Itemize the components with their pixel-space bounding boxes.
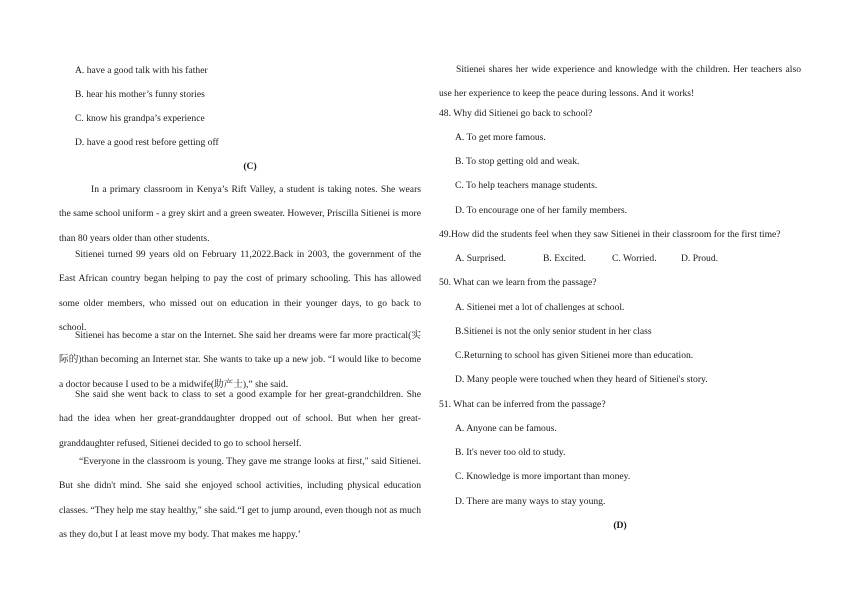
question-50: 50. What can we learn from the passage? bbox=[439, 277, 597, 288]
option-d: D. have a good rest before getting off bbox=[75, 137, 219, 148]
section-heading-c: (C) bbox=[243, 161, 257, 172]
question-51: 51. What can be inferred from the passage? bbox=[439, 399, 606, 410]
q51-option-b: B. It's never too old to study. bbox=[455, 447, 566, 458]
q48-option-c: C. To help teachers manage students. bbox=[455, 180, 598, 191]
q51-option-d: D. There are many ways to stay young. bbox=[455, 496, 606, 507]
option-b: B. hear his mother’s funny stories bbox=[75, 89, 205, 100]
q49-option-b: B. Excited. bbox=[543, 253, 586, 264]
q51-option-c: C. Knowledge is more important than money. bbox=[455, 471, 631, 482]
q48-option-d: D. To encourage one of her family members. bbox=[455, 205, 628, 216]
q49-option-d: D. Proud. bbox=[681, 253, 719, 264]
question-49: 49.How did the students feel when they saw Sitienei in their classroom for the first time? bbox=[439, 229, 781, 240]
q49-option-a: A. Surprised. bbox=[455, 253, 506, 264]
paragraph-5: “Everyone in the classroom is young. They gave me strange looks at first," said Sitienei. But she didn't mind. She said she enjoyed school activities, including physical education classes. “They help me stay healthy," she said.“I get to jump around, even though not as much as they do,but I at least move my body. That makes me happy.’ bbox=[59, 456, 421, 540]
question-48: 48. Why did Sitienei go back to school? bbox=[439, 108, 593, 119]
paragraph-2: Sitienei turned 99 years old on February 11,2022.Back in 2003, the government of the East African country began helping to pay the cost of primary schooling. This has allowed some older members, who missed out on education in their younger days, to go back to school. bbox=[59, 249, 421, 333]
q48-option-b: B. To stop getting old and weak. bbox=[455, 156, 580, 167]
paragraph-6: Sitienei shares her wide experience and knowledge with the children. Her teachers also use her experience to keep the peace during lessons. And it works! bbox=[439, 64, 801, 100]
q48-option-a: A. To get more famous. bbox=[455, 132, 546, 143]
option-a: A. have a good talk with his father bbox=[75, 65, 208, 76]
q51-option-a: A. Anyone can be famous. bbox=[455, 423, 557, 434]
option-c: C. know his grandpa’s experience bbox=[75, 113, 205, 124]
q50-option-a: A. Sitienei met a lot of challenges at school. bbox=[455, 302, 625, 313]
q49-option-c: C. Worried. bbox=[612, 253, 657, 264]
section-heading-d: (D) bbox=[613, 520, 627, 531]
paragraph-4: She said she went back to class to set a good example for her great-grandchildren. She had the idea when her great-granddaughter dropped out of school. But when her great-granddaughter refused, Sitienei decided to go to school herself. bbox=[59, 389, 421, 449]
q50-option-d: D. Many people were touched when they heard of Sitienei's story. bbox=[455, 374, 708, 385]
paragraph-1: In a primary classroom in Kenya’s Rift Valley, a student is taking notes. She wears the same school uniform - a grey skirt and a green sweater. However, Priscilla Sitienei is more than 80 years older than other students. bbox=[59, 184, 421, 244]
q50-option-c: C.Returning to school has given Sitienei more than education. bbox=[455, 350, 694, 361]
paragraph-3: Sitienei has become a star on the Internet. She said her dreams were far more practical(实际的)than becoming an Internet star. She wants to take up a new job. “I would like to become a doctor because I used to be a midwife(助产士),” she said. bbox=[59, 330, 421, 390]
q50-option-b: B.Sitienei is not the only senior student in her class bbox=[455, 326, 652, 337]
